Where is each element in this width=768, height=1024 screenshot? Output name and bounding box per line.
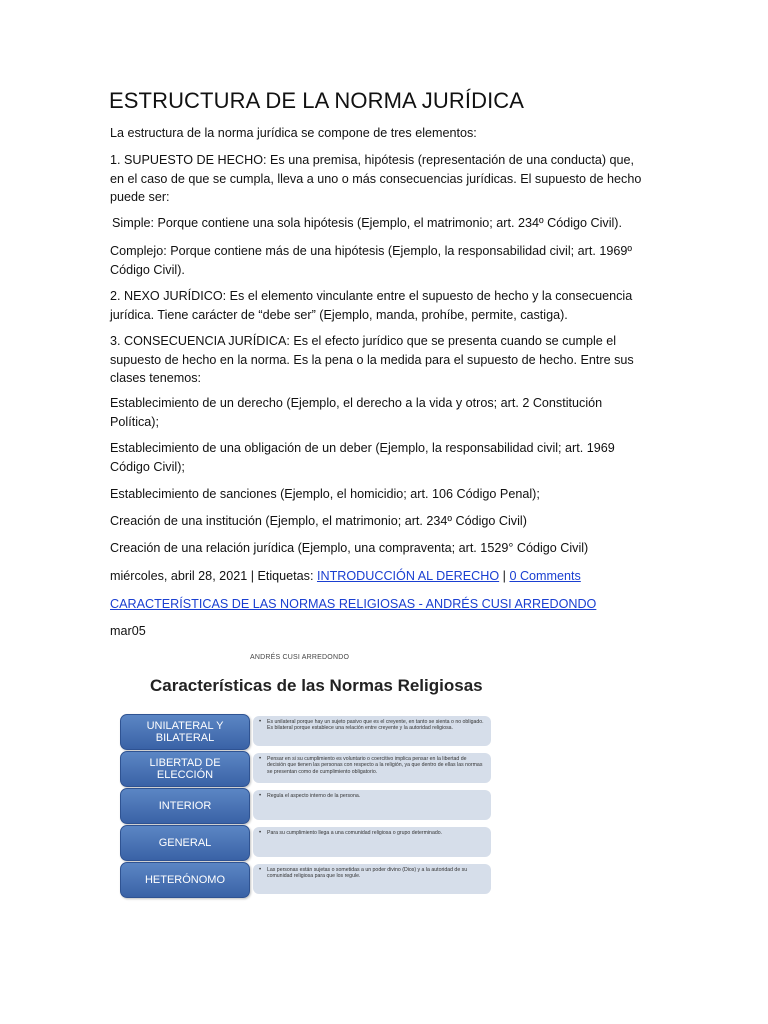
figure-row: [120, 714, 495, 748]
figure-row-text: Pensar en si su cumplimiento es voluntario o coercitivo implica pensar en la libertad de decisión que tienen las personas con respecto a la religión, ya que dentro de ellas las normas se presentan como de cumplimiento obligatorio.: [267, 756, 483, 775]
figure-row-text: Es unilateral porque hay un sujeto pasivo que es el creyente, en tanto se sienta o no obligado. Es bilateral porque establece una relación entre creyente y la autoridad religiosa.: [267, 719, 484, 732]
bullet-icon: •: [259, 756, 262, 762]
figure-row-label: INTERIOR: [120, 788, 250, 824]
post-link-line: [110, 595, 650, 614]
post-title-link[interactable]: CARACTERÍSTICAS DE LAS NORMAS RELIGIOSAS - ANDRÉS CUSI ARREDONDO: [110, 597, 597, 611]
figure-row-label: UNILATERAL Y BILATERAL: [120, 714, 250, 750]
figure-row-label: LIBERTAD DE ELECCIÓN: [120, 751, 250, 787]
clase-item: Creación de una relación jurídica (Ejemplo, una compraventa; art. 1529° Código Civil): [110, 541, 589, 555]
post-date: mar05: [110, 624, 146, 638]
clase-item: Establecimiento de sanciones (Ejemplo, el homicidio; art. 106 Código Penal);: [110, 487, 540, 501]
figure-row-description: [253, 827, 491, 857]
simple-paragraph: Simple: Porque contiene una sola hipótesis (Ejemplo, el matrimonio; art. 234º Código Civil).: [112, 216, 622, 230]
figure-row-description: [253, 864, 491, 894]
meta-separator: |: [499, 569, 510, 583]
intro-paragraph: La estructura de la norma jurídica se compone de tres elementos:: [110, 126, 477, 140]
figure-row-description: [253, 790, 491, 820]
figure-row-text: Para su cumplimiento llega a una comunidad religiosa o grupo determinado.: [267, 830, 443, 836]
figure-row: [120, 788, 495, 822]
figure-row-label: GENERAL: [120, 825, 250, 861]
clase-item: Establecimiento de una obligación de un deber (Ejemplo, la responsabilidad civil; art. 1969 Código Civil);: [110, 441, 615, 474]
consecuencia-paragraph: 3. CONSECUENCIA JURÍDICA: Es el efecto jurídico que se presenta cuando se cumple el supuesto de hecho en la norma. Es la pena o la medida para el supuesto de hecho. Entre sus clases tenemos:: [110, 334, 634, 385]
figure-row: [120, 825, 495, 859]
figure-author: ANDRÉS CUSI ARREDONDO: [250, 654, 350, 661]
norms-diagram-image: [110, 650, 495, 902]
bullet-icon: •: [259, 830, 262, 836]
nexo-paragraph: 2. NEXO JURÍDICO: Es el elemento vinculante entre el supuesto de hecho y la consecuencia jurídica. Tiene carácter de “debe ser” (Ejemplo, manda, prohíbe, permite, castiga).: [110, 289, 633, 322]
bullet-icon: •: [259, 793, 262, 799]
post-date-label: miércoles, abril 28, 2021 | Etiquetas:: [110, 569, 317, 583]
complejo-paragraph: Complejo: Porque contiene más de una hipótesis (Ejemplo, la responsabilidad civil; art. 1969º Código Civil).: [110, 244, 632, 277]
page-title: ESTRUCTURA DE LA NORMA JURÍDICA: [109, 88, 525, 113]
figure-row: [120, 862, 495, 896]
clase-item: Establecimiento de un derecho (Ejemplo, el derecho a la vida y otros; art. 2 Constitución Política);: [110, 396, 603, 429]
figure-row-description: [253, 753, 491, 783]
post-meta: [110, 567, 650, 586]
figure-row-text: Las personas están sujetas o sometidas a un poder divino (Dios) y a la autoridad de su comunidad religiosa para que los regule.: [267, 867, 468, 880]
supuesto-paragraph: 1. SUPUESTO DE HECHO: Es una premisa, hipótesis (representación de una conducta) que, en el caso de que se cumpla, lleva a uno o más consecuencias jurídicas. El supuesto de hecho puede ser:: [110, 153, 642, 204]
clase-item: Creación de una institución (Ejemplo, el matrimonio; art. 234º Código Civil): [110, 514, 527, 528]
figure-title: Características de las Normas Religiosas: [150, 676, 483, 695]
bullet-icon: •: [259, 867, 262, 873]
bullet-icon: •: [259, 719, 262, 725]
tag-link[interactable]: INTRODUCCIÓN AL DERECHO: [316, 569, 500, 583]
comments-link[interactable]: 0 Comments: [509, 569, 581, 583]
figure-row-description: [253, 716, 491, 746]
figure-row: [120, 751, 495, 785]
figure-row-text: Regula el aspecto interno de la persona.: [267, 793, 361, 799]
figure-row-label: HETERÓNOMO: [120, 862, 250, 898]
